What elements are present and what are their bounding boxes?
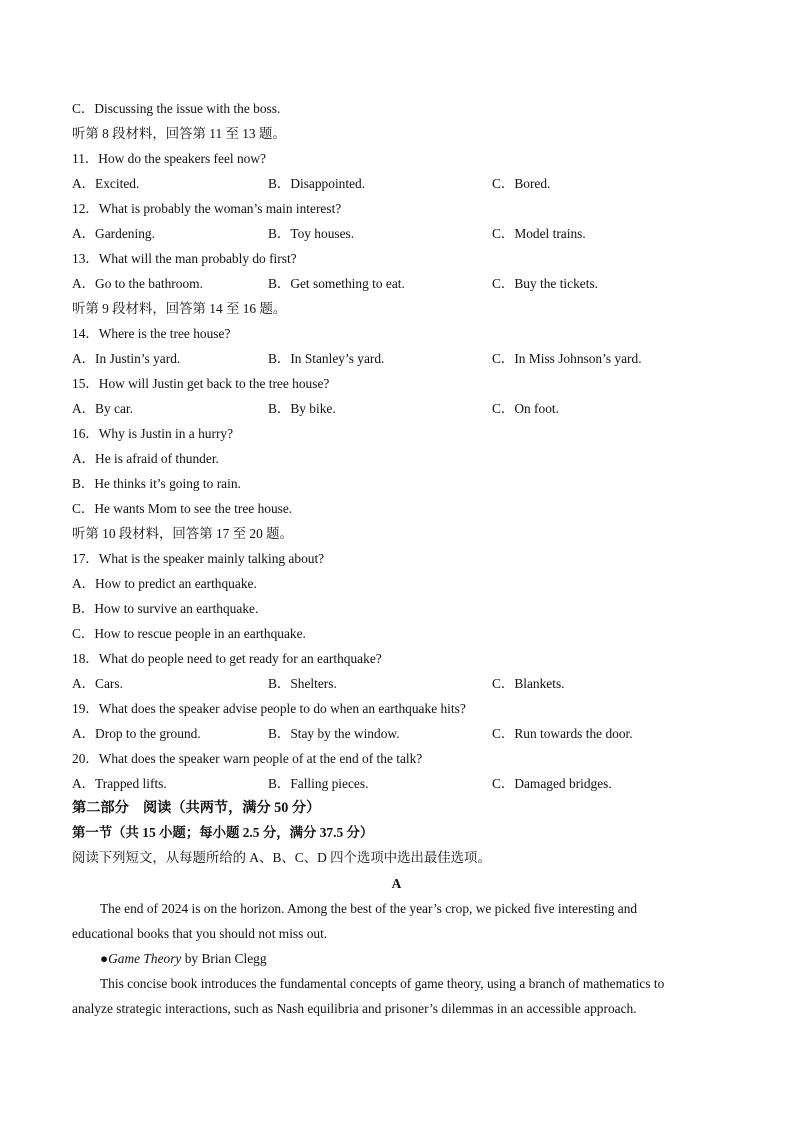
- paragraph-2-line-1: This concise book introduces the fundamental concepts of game theory, using a branch of mathematics to: [100, 976, 665, 991]
- q11-option-c: C．Bored.: [492, 176, 551, 191]
- q19-option-b: B．Stay by the window.: [268, 726, 400, 741]
- q16-option-b: B．He thinks it’s going to rain.: [72, 476, 241, 491]
- q20-stem: 20．What does the speaker warn people of at the end of the talk?: [72, 751, 423, 766]
- q18-option-b: B．Shelters.: [268, 676, 337, 691]
- paragraph-1-line-1: The end of 2024 is on the horizon. Among the best of the year’s crop, we picked five interesting and: [100, 901, 638, 916]
- q13-option-c: C．Buy the tickets.: [492, 276, 599, 291]
- paragraph-2-line-2: analyze strategic interactions, such as Nash equilibria and prisoner’s dilemmas in an accessible approach.: [72, 1001, 637, 1016]
- q19-stem: 19．What does the speaker advise people to do when an earthquake hits?: [72, 701, 466, 716]
- q13-stem: 13．What will the man probably do first?: [72, 251, 297, 266]
- q14-option-b: B．In Stanley’s yard.: [268, 351, 385, 366]
- q15-stem: 15．How will Justin get back to the tree house?: [72, 376, 330, 391]
- q15-option-b: B．By bike.: [268, 401, 336, 416]
- q11-option-a: A．Excited.: [72, 176, 140, 191]
- q11-stem: 11．How do the speakers feel now?: [72, 151, 266, 166]
- book-1-author: by Brian Clegg: [181, 951, 267, 966]
- q14-option-a: A．In Justin’s yard.: [72, 351, 181, 366]
- bullet-icon: ●: [100, 951, 109, 966]
- q18-stem: 18．What do people need to get ready for an earthquake?: [72, 651, 382, 666]
- q15-option-c: C．On foot.: [492, 401, 559, 416]
- q17-option-a: A．How to predict an earthquake.: [72, 576, 257, 591]
- q12-option-c: C．Model trains.: [492, 226, 586, 241]
- q12-option-a: A．Gardening.: [72, 226, 155, 241]
- book-1-heading: [100, 950, 267, 968]
- passage-label: A: [391, 876, 402, 891]
- section-8-instruction: 听第 8 段材料，回答第 11 至 13 题。: [72, 126, 286, 141]
- q16-option-c: C．He wants Mom to see the tree house.: [72, 501, 293, 516]
- q14-stem: 14．Where is the tree house?: [72, 326, 231, 341]
- q18-option-c: C．Blankets.: [492, 676, 565, 691]
- reading-instruction: 阅读下列短文，从每题所给的 A、B、C、D 四个选项中选出最佳选项。: [72, 850, 491, 865]
- q17-option-b: B．How to survive an earthquake.: [72, 601, 259, 616]
- section-10-instruction: 听第 10 段材料，回答第 17 至 20 题。: [72, 526, 293, 541]
- q16-stem: 16．Why is Justin in a hurry?: [72, 426, 234, 441]
- q13-option-a: A．Go to the bathroom.: [72, 276, 203, 291]
- part-2-title: 第二部分 阅读（共两节，满分 50 分）: [72, 800, 321, 816]
- q10-option-c: C．Discussing the issue with the boss.: [72, 101, 281, 116]
- q11-option-b: B．Disappointed.: [268, 176, 366, 191]
- section-1-title: 第一节（共 15 小题；每小题 2.5 分，满分 37.5 分）: [72, 825, 374, 840]
- q18-option-a: A．Cars.: [72, 676, 123, 691]
- q19-option-a: A．Drop to the ground.: [72, 726, 201, 741]
- q13-option-b: B．Get something to eat.: [268, 276, 405, 291]
- q17-option-c: C．How to rescue people in an earthquake.: [72, 626, 306, 641]
- q12-option-b: B．Toy houses.: [268, 226, 355, 241]
- q12-stem: 12．What is probably the woman’s main interest?: [72, 201, 342, 216]
- q17-stem: 17．What is the speaker mainly talking about?: [72, 551, 325, 566]
- section-9-instruction: 听第 9 段材料，回答第 14 至 16 题。: [72, 301, 287, 316]
- paragraph-1-line-2: educational books that you should not miss out.: [72, 926, 328, 941]
- book-1-title: Game Theory: [108, 951, 182, 966]
- q16-option-a: A．He is afraid of thunder.: [72, 451, 219, 466]
- q15-option-a: A．By car.: [72, 401, 133, 416]
- q14-option-c: C．In Miss Johnson’s yard.: [492, 351, 642, 366]
- q20-option-c: C．Damaged bridges.: [492, 776, 612, 791]
- q20-option-a: A．Trapped lifts.: [72, 776, 167, 791]
- q19-option-c: C．Run towards the door.: [492, 726, 633, 741]
- q20-option-b: B．Falling pieces.: [268, 776, 369, 791]
